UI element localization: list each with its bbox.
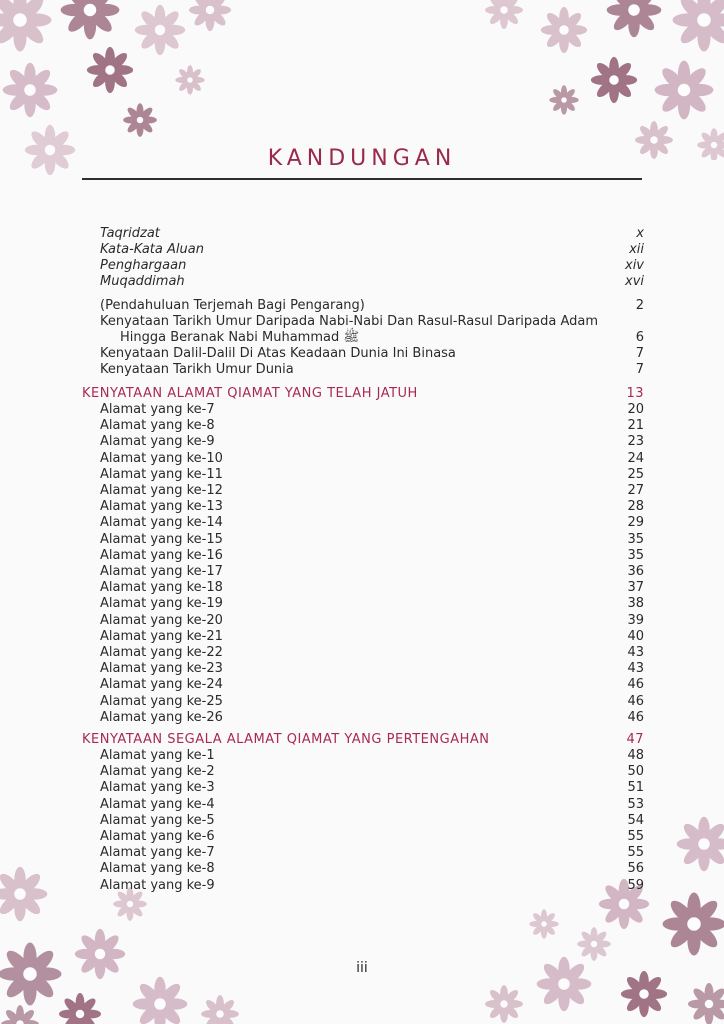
entry-title: Alamat yang ke-26 [100, 709, 223, 725]
entry-page: 43 [627, 661, 644, 677]
toc-entry [0, 451, 724, 467]
entry-page: 7 [635, 362, 644, 377]
entry-page: 25 [627, 466, 644, 482]
entry-title: Alamat yang ke-16 [100, 547, 223, 563]
toc-entry-prelim [0, 274, 724, 290]
toc-entry [0, 797, 724, 813]
entry-page: 43 [627, 645, 644, 660]
entry-page: xvi [625, 274, 644, 289]
toc-entry [0, 645, 724, 661]
section-title: KENYATAAN SEGALA ALAMAT QIAMAT YANG PERTENGAHAN [82, 732, 490, 747]
toc-entry [0, 314, 724, 330]
entry-page: 35 [627, 547, 644, 563]
entry-page: 20 [627, 402, 644, 417]
entry-title: Alamat yang ke-7 [100, 402, 215, 417]
entry-page: xiv [625, 258, 644, 273]
entry-page: 40 [627, 628, 644, 644]
entry-title: Taqridzat [100, 226, 160, 241]
entry-page: 29 [627, 515, 644, 531]
entry-title: Alamat yang ke-11 [100, 466, 223, 482]
section-page: 13 [626, 386, 644, 401]
toc-entry [0, 483, 724, 499]
entry-page: 7 [635, 346, 644, 361]
entry-page: 55 [627, 845, 644, 861]
entry-title: Alamat yang ke-9 [100, 877, 215, 893]
entry-title: Alamat yang ke-21 [100, 628, 223, 644]
entry-title: Kenyataan Tarikh Umur Dunia [100, 362, 294, 377]
toc-entry [0, 298, 724, 314]
entry-page: 55 [627, 829, 644, 844]
toc-entry [0, 402, 724, 418]
entry-title: Alamat yang ke-10 [100, 450, 223, 466]
toc-entry [0, 710, 724, 726]
toc-entry [0, 434, 724, 450]
entry-page: 23 [627, 434, 644, 450]
entry-page: 46 [627, 677, 644, 693]
toc-entry [0, 813, 724, 829]
page-title: KANDUNGAN [267, 146, 457, 171]
toc-entry [0, 829, 724, 845]
entry-title: Alamat yang ke-5 [100, 812, 215, 828]
toc-entry-continued [0, 330, 724, 346]
entry-title: Alamat yang ke-14 [100, 515, 223, 531]
toc-entry [0, 362, 724, 378]
entry-page: 39 [627, 612, 644, 628]
entry-page: 6 [635, 330, 644, 345]
toc-entry [0, 878, 724, 894]
entry-title: Kata-Kata Aluan [100, 242, 204, 257]
section-page: 47 [626, 732, 644, 747]
page-number: iii [356, 960, 368, 976]
toc-entry [0, 677, 724, 693]
entry-page: 35 [627, 531, 644, 547]
entry-title: Alamat yang ke-8 [100, 861, 215, 877]
entry-page: x [636, 226, 644, 241]
entry-page: 56 [627, 861, 644, 877]
entry-title: Alamat yang ke-3 [100, 780, 215, 796]
toc-entry [0, 467, 724, 483]
entry-title: Alamat yang ke-23 [100, 661, 223, 677]
entry-title: Alamat yang ke-12 [100, 483, 223, 498]
entry-title: Alamat yang ke-24 [100, 677, 223, 693]
toc-entry [0, 532, 724, 548]
entry-page: 54 [627, 812, 644, 828]
entry-title: Alamat yang ke-6 [100, 829, 215, 844]
entry-title: Alamat yang ke-1 [100, 748, 215, 763]
section-title: KENYATAAN ALAMAT QIAMAT YANG TELAH JATUH [82, 386, 418, 401]
entry-page: 2 [635, 298, 644, 313]
entry-title: Muqaddimah [100, 274, 185, 289]
toc-entry [0, 418, 724, 434]
entry-page: 51 [627, 780, 644, 796]
entry-title: Kenyataan Dalil-Dalil Di Atas Keadaan Dunia Ini Binasa [100, 346, 456, 361]
toc-entry [0, 694, 724, 710]
entry-page: 27 [627, 483, 644, 498]
toc-entry [0, 613, 724, 629]
entry-title: Hingga Beranak Nabi Muhammad ﷺ [120, 330, 360, 345]
toc-entry [0, 845, 724, 861]
toc-entry [0, 764, 724, 780]
entry-title: (Pendahuluan Terjemah Bagi Pengarang) [100, 298, 365, 313]
entry-title: Alamat yang ke-25 [100, 693, 223, 709]
toc-entry-prelim [0, 226, 724, 242]
entry-title: Alamat yang ke-15 [100, 531, 223, 547]
toc-entry [0, 596, 724, 612]
entry-title: Alamat yang ke-8 [100, 418, 215, 434]
entry-page: 46 [627, 693, 644, 709]
entry-page: 21 [627, 418, 644, 434]
toc-entry [0, 548, 724, 564]
entry-title: Penghargaan [100, 258, 187, 273]
section-heading [0, 732, 724, 748]
entry-page: xii [629, 242, 644, 257]
entry-title: Alamat yang ke-22 [100, 645, 223, 660]
entry-title: Alamat yang ke-20 [100, 612, 223, 628]
entry-title: Alamat yang ke-4 [100, 796, 215, 812]
entry-page: 48 [627, 748, 644, 763]
entry-page: 59 [627, 877, 644, 893]
entry-title: Alamat yang ke-9 [100, 434, 215, 450]
toc-entry [0, 780, 724, 796]
entry-page: 28 [627, 499, 644, 515]
toc-entry [0, 515, 724, 531]
toc-entry [0, 748, 724, 764]
entry-page: 46 [627, 709, 644, 725]
entry-page: 50 [627, 764, 644, 780]
toc-entry-prelim [0, 242, 724, 258]
entry-page: 37 [627, 580, 644, 596]
entry-page: 24 [627, 450, 644, 466]
entry-page: 36 [627, 564, 644, 579]
toc-entry [0, 564, 724, 580]
entry-title: Kenyataan Tarikh Umur Daripada Nabi-Nabi Dan Rasul-Rasul Daripada Adam [100, 314, 599, 329]
entry-page: 53 [627, 796, 644, 812]
entry-title: Alamat yang ke-2 [100, 764, 215, 780]
toc-entry [0, 580, 724, 596]
toc-entry-prelim [0, 258, 724, 274]
entry-title: Alamat yang ke-18 [100, 580, 223, 596]
toc-entry [0, 629, 724, 645]
entry-title: Alamat yang ke-7 [100, 845, 215, 861]
entry-title: Alamat yang ke-13 [100, 499, 223, 515]
entry-page: 38 [627, 596, 644, 612]
section-heading [0, 386, 724, 402]
entry-title: Alamat yang ke-19 [100, 596, 223, 612]
toc-entry [0, 346, 724, 362]
title-rule [82, 178, 642, 180]
corner-ornament-top-right [444, 0, 724, 160]
toc-entry [0, 499, 724, 515]
toc-entry [0, 861, 724, 877]
toc-entry [0, 661, 724, 677]
entry-title: Alamat yang ke-17 [100, 564, 223, 579]
